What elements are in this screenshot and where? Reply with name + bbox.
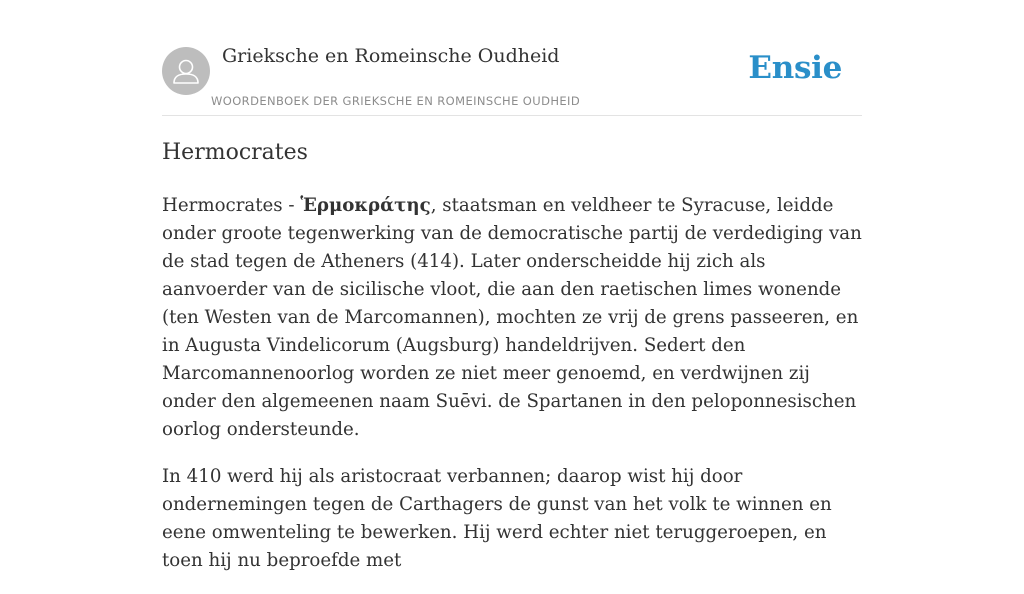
content-container	[162, 0, 862, 571]
site-title-link[interactable]: Grieksche en Romeinsche Oudheid	[222, 45, 560, 67]
entry-body	[162, 192, 862, 594]
ensie-logo-link[interactable]: Ensie	[748, 50, 842, 86]
greek-name: Ἑρμοκράτης	[300, 195, 431, 216]
site-subtitle: WOORDENBOEK DER GRIEKSCHE EN ROMEINSCHE OUDHEID	[211, 94, 581, 108]
entry-lead: Hermocrates -	[162, 195, 301, 216]
entry-paragraph-2: In 410 werd hij als aristocraat verbannen; daarop wist hij door ondernemingen tegen de Carthagers de gunst van het volk te winnen en eene omwenteling te bewerken. Hij werd echter niet teruggeroepen, en toen hij nu beproefde met	[162, 466, 832, 571]
user-avatar-icon	[162, 47, 210, 95]
site-header	[162, 0, 862, 116]
avatar[interactable]	[162, 47, 210, 95]
entry-title: Hermocrates	[162, 140, 308, 165]
entry-text: , staatsman en veldheer te Syracuse, leidde onder groote tegenwerking van de democratische partij de verdediging van de stad tegen de Atheners (414). Later onderscheidde hij zich als aanvoerder van de sicilische vloot, die aan den raetischen limes wonende (ten Westen van de Marcomannen), mochten ze vrij de grens passeeren, en in Augusta Vindelicorum (Augsburg) handeldrijven. Sedert den Marcomannenoorlog worden ze niet meer genoemd, en verdwijnen zij onder den algemeenen naam Suēvi. de Spartanen in den peloponnesischen oorlog ondersteunde.	[162, 195, 862, 440]
entry-paragraph-1	[162, 192, 862, 444]
